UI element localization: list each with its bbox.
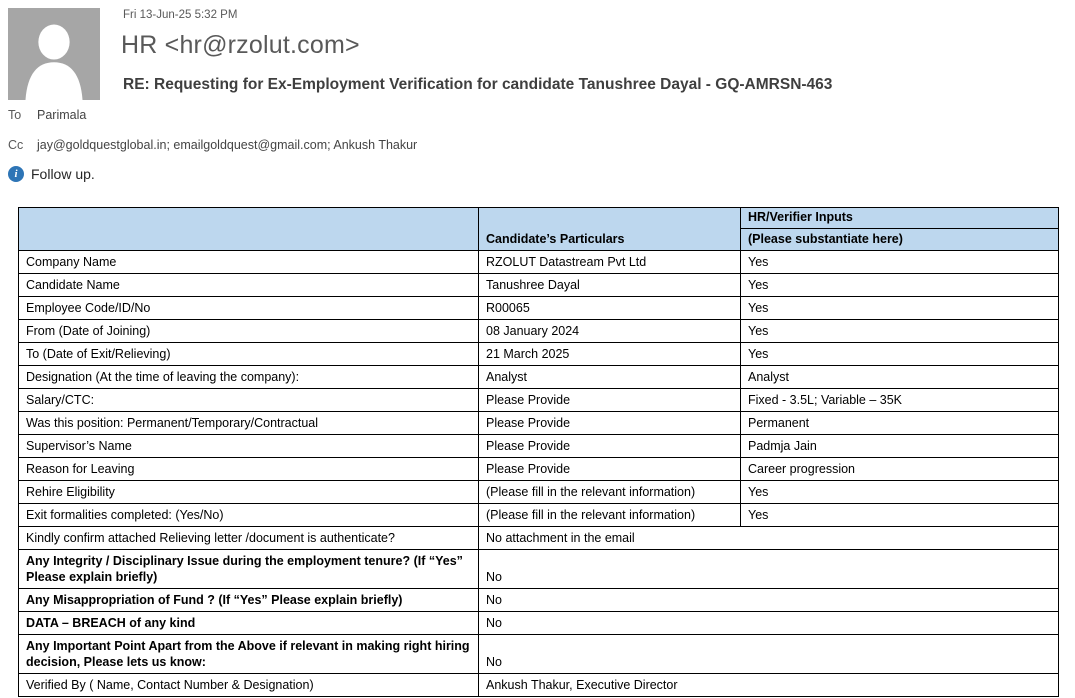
row-merged-value: No — [479, 550, 1059, 589]
row-merged-value: No — [479, 589, 1059, 612]
row-label: Company Name — [19, 251, 479, 274]
row-verifier-input: Yes — [741, 251, 1059, 274]
header-blank-cell — [19, 208, 479, 251]
row-candidate-particulars: (Please fill in the relevant information) — [479, 481, 741, 504]
table-row — [19, 612, 1059, 635]
row-merged-value: No — [479, 635, 1059, 674]
message-date: Fri 13-Jun-25 5:32 PM — [123, 9, 238, 21]
header-hr-verifier-inputs: HR/Verifier Inputs — [741, 208, 1059, 229]
avatar[interactable] — [8, 8, 100, 100]
row-verifier-input: Career progression — [741, 458, 1059, 481]
verification-table-container — [18, 207, 1059, 697]
row-label: Candidate Name — [19, 274, 479, 297]
row-candidate-particulars: Please Provide — [479, 389, 741, 412]
row-verifier-input: Analyst — [741, 366, 1059, 389]
table-row — [19, 458, 1059, 481]
row-verifier-input: Yes — [741, 320, 1059, 343]
table-header-row-1 — [19, 208, 1059, 229]
to-line — [8, 108, 86, 122]
row-candidate-particulars: (Please fill in the relevant information) — [479, 504, 741, 527]
row-verifier-input: Fixed - 3.5L; Variable – 35K — [741, 389, 1059, 412]
row-candidate-particulars: RZOLUT Datastream Pvt Ltd — [479, 251, 741, 274]
cc-recipients[interactable]: jay@goldquestglobal.in; emailgoldquest@gmail.com; Ankush Thakur — [37, 138, 418, 152]
verification-table — [18, 207, 1059, 697]
row-candidate-particulars: Please Provide — [479, 458, 741, 481]
table-row — [19, 481, 1059, 504]
row-label: From (Date of Joining) — [19, 320, 479, 343]
row-label: Exit formalities completed: (Yes/No) — [19, 504, 479, 527]
row-label: Kindly confirm attached Relieving letter /document is authenticate? — [19, 527, 479, 550]
table-row — [19, 297, 1059, 320]
row-label: Salary/CTC: — [19, 389, 479, 412]
cc-label: Cc — [8, 138, 24, 152]
cc-line — [8, 138, 417, 152]
table-row — [19, 504, 1059, 527]
table-row — [19, 320, 1059, 343]
info-icon: i — [8, 166, 24, 182]
row-merged-value: Ankush Thakur, Executive Director — [479, 674, 1059, 697]
row-label: Verified By ( Name, Contact Number & Designation) — [19, 674, 479, 697]
row-candidate-particulars: Tanushree Dayal — [479, 274, 741, 297]
table-row — [19, 674, 1059, 697]
followup-text: Follow up. — [31, 166, 95, 182]
row-label: Rehire Eligibility — [19, 481, 479, 504]
table-row — [19, 527, 1059, 550]
row-verifier-input: Yes — [741, 274, 1059, 297]
row-verifier-input: Yes — [741, 481, 1059, 504]
row-label: Supervisor’s Name — [19, 435, 479, 458]
row-merged-value: No attachment in the email — [479, 527, 1059, 550]
row-verifier-input: Yes — [741, 504, 1059, 527]
row-verifier-input: Permanent — [741, 412, 1059, 435]
table-row — [19, 412, 1059, 435]
row-label: DATA – BREACH of any kind — [19, 612, 479, 635]
row-merged-value: No — [479, 612, 1059, 635]
header-please-substantiate: (Please substantiate here) — [741, 229, 1059, 251]
row-label: Reason for Leaving — [19, 458, 479, 481]
verification-table-body — [19, 251, 1059, 697]
row-candidate-particulars: Analyst — [479, 366, 741, 389]
row-label: Designation (At the time of leaving the company): — [19, 366, 479, 389]
to-recipient[interactable]: Parimala — [37, 108, 87, 122]
row-label: Any Misappropriation of Fund ? (If “Yes” Please explain briefly) — [19, 589, 479, 612]
table-row — [19, 435, 1059, 458]
table-row — [19, 251, 1059, 274]
header-candidates-particulars: Candidate’s Particulars — [479, 208, 741, 251]
table-row — [19, 366, 1059, 389]
table-row — [19, 635, 1059, 674]
table-row — [19, 389, 1059, 412]
row-label: Was this position: Permanent/Temporary/Contractual — [19, 412, 479, 435]
row-candidate-particulars: Please Provide — [479, 412, 741, 435]
row-candidate-particulars: Please Provide — [479, 435, 741, 458]
row-label: To (Date of Exit/Relieving) — [19, 343, 479, 366]
table-row — [19, 589, 1059, 612]
row-candidate-particulars: 21 March 2025 — [479, 343, 741, 366]
row-label: Employee Code/ID/No — [19, 297, 479, 320]
row-label: Any Integrity / Disciplinary Issue during the employment tenure? (If “Yes” Please explain briefly) — [19, 550, 479, 589]
row-verifier-input: Yes — [741, 343, 1059, 366]
followup-banner — [8, 166, 95, 182]
row-verifier-input: Padmja Jain — [741, 435, 1059, 458]
row-label: Any Important Point Apart from the Above if relevant in making right hiring decision, Please lets us know: — [19, 635, 479, 674]
table-row — [19, 343, 1059, 366]
person-silhouette-icon — [8, 8, 100, 100]
to-label: To — [8, 108, 22, 122]
table-row — [19, 274, 1059, 297]
table-row — [19, 550, 1059, 589]
sender-address[interactable]: HR <hr@rzolut.com> — [121, 31, 360, 59]
row-candidate-particulars: 08 January 2024 — [479, 320, 741, 343]
message-subject: RE: Requesting for Ex-Employment Verification for candidate Tanushree Dayal - GQ-AMRSN-463 — [123, 76, 833, 93]
row-verifier-input: Yes — [741, 297, 1059, 320]
row-candidate-particulars: R00065 — [479, 297, 741, 320]
